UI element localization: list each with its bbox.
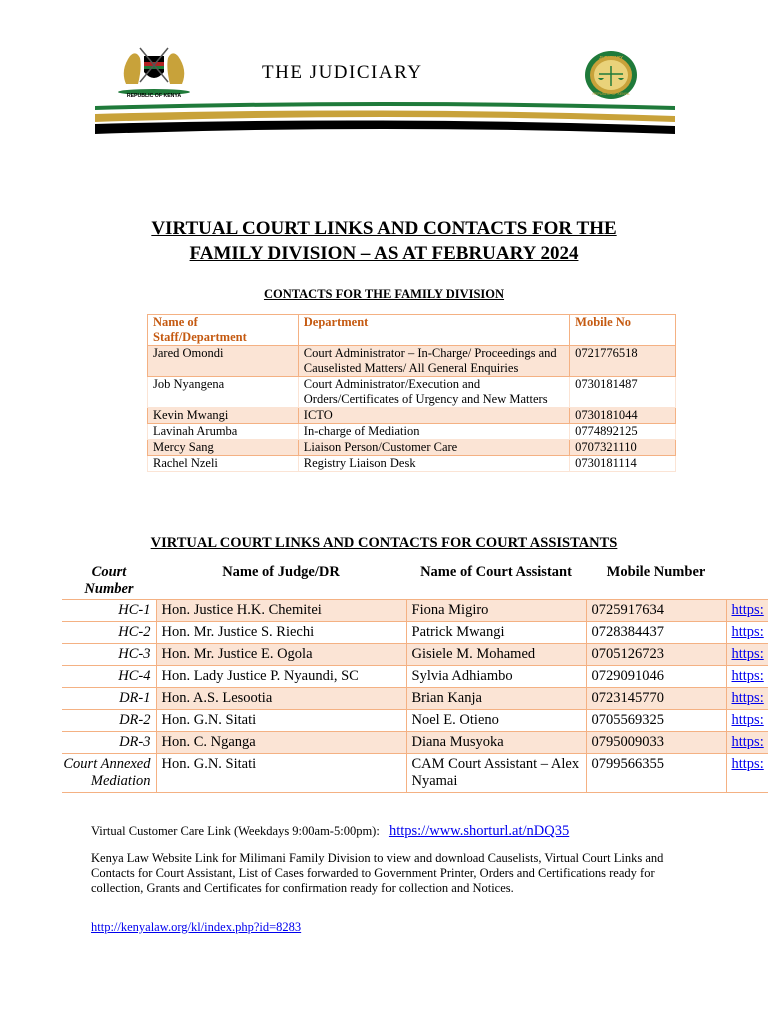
table-row — [148, 377, 676, 408]
table-row — [62, 710, 768, 732]
virtual-court-link[interactable]: https: — [731, 690, 764, 706]
contact-mobile: 0730181044 — [570, 408, 676, 424]
contacts-header-mobile: Mobile No — [570, 315, 676, 346]
assistant-mobile: 0725917634 — [586, 600, 726, 622]
kenya-coat-of-arms-icon — [112, 42, 196, 98]
table-row — [148, 424, 676, 440]
contact-department: Court Administrator/Execution and Orders/Certificates of Urgency and New Matters — [298, 377, 569, 408]
virtual-court-link[interactable]: https: — [731, 734, 764, 750]
judge-name: Hon. A.S. Lesootia — [156, 688, 406, 710]
assistant-name: Sylvia Adhiambo — [406, 666, 586, 688]
assistant-name: Brian Kanja — [406, 688, 586, 710]
ca-header-judge: Name of Judge/DR — [156, 562, 406, 600]
assistant-name: Patrick Mwangi — [406, 622, 586, 644]
contact-mobile: 0721776518 — [570, 346, 676, 377]
virtual-court-link[interactable]: https: — [731, 646, 764, 662]
contact-mobile: 0730181487 — [570, 377, 676, 408]
table-row — [62, 732, 768, 754]
judge-name: Hon. Mr. Justice S. Riechi — [156, 622, 406, 644]
assistant-name: Noel E. Otieno — [406, 710, 586, 732]
table-row — [148, 346, 676, 377]
table-row — [148, 408, 676, 424]
customer-care-line — [91, 823, 569, 840]
court-number: DR-1 — [62, 688, 156, 710]
judge-name: Hon. G.N. Sitati — [156, 754, 406, 793]
table-row — [62, 600, 768, 622]
virtual-court-link[interactable]: https: — [731, 668, 764, 684]
judge-name: Hon. Lady Justice P. Nyaundi, SC — [156, 666, 406, 688]
contact-mobile: 0730181114 — [570, 456, 676, 472]
court-number: HC-3 — [62, 644, 156, 666]
seal-caption: JUDICIARY — [598, 55, 624, 60]
contact-name: Rachel Nzeli — [148, 456, 299, 472]
judge-name: Hon. G.N. Sitati — [156, 710, 406, 732]
coat-caption: REPUBLIC OF KENYA — [126, 93, 182, 98]
assistant-name: Fiona Migiro — [406, 600, 586, 622]
assistant-name: Gisiele M. Mohamed — [406, 644, 586, 666]
contacts-header-name: Name of Staff/Department — [148, 315, 299, 346]
title-line-1: VIRTUAL COURT LINKS AND CONTACTS FOR THE — [151, 218, 617, 239]
table-row — [148, 456, 676, 472]
court-number: HC-2 — [62, 622, 156, 644]
title-line-2: FAMILY DIVISION – AS AT FEBRUARY 2024 — [189, 243, 579, 264]
contact-name: Mercy Sang — [148, 440, 299, 456]
judge-name: Hon. Mr. Justice E. Ogola — [156, 644, 406, 666]
court-number: DR-2 — [62, 710, 156, 732]
customer-care-label: Virtual Customer Care Link (Weekdays 9:00am-5:00pm): — [91, 824, 380, 838]
virtual-court-link[interactable]: https: — [731, 624, 764, 640]
seal-motto: REPUBLIC OF KENYA — [592, 92, 630, 96]
table-row — [62, 688, 768, 710]
assistant-mobile: 0723145770 — [586, 688, 726, 710]
table-row — [62, 644, 768, 666]
contact-department: ICTO — [298, 408, 569, 424]
document-title — [60, 216, 708, 266]
table-row — [62, 622, 768, 644]
contact-mobile: 0707321110 — [570, 440, 676, 456]
virtual-court-link[interactable]: https: — [731, 602, 764, 618]
customer-care-link[interactable]: https://www.shorturl.at/nDQ35 — [388, 823, 570, 839]
table-row — [62, 666, 768, 688]
virtual-court-link[interactable]: https: — [731, 712, 764, 728]
judiciary-seal-icon — [584, 50, 638, 100]
judge-name: Hon. C. Nganga — [156, 732, 406, 754]
judge-name: Hon. Justice H.K. Chemitei — [156, 600, 406, 622]
table-row — [148, 440, 676, 456]
contact-department: Registry Liaison Desk — [298, 456, 569, 472]
contacts-table — [147, 314, 676, 472]
contacts-header-department: Department — [298, 315, 569, 346]
court-number: HC-1 — [62, 600, 156, 622]
assistant-name: CAM Court Assistant – Alex Nyamai — [406, 754, 586, 793]
kenya-law-link[interactable]: http://kenyalaw.org/kl/index.php?id=8283 — [91, 920, 302, 934]
court-number: HC-4 — [62, 666, 156, 688]
contact-department: In-charge of Mediation — [298, 424, 569, 440]
ca-header-mobile: Mobile Number — [586, 562, 726, 600]
ca-header-court-number: Court Number — [62, 562, 156, 600]
assistant-mobile: 0728384437 — [586, 622, 726, 644]
contact-name: Job Nyangena — [148, 377, 299, 408]
court-assistants-table — [62, 562, 768, 793]
assistant-mobile: 0799566355 — [586, 754, 726, 793]
contacts-heading: CONTACTS FOR THE FAMILY DIVISION — [263, 287, 505, 301]
court-number: DR-3 — [62, 732, 156, 754]
contact-name: Jared Omondi — [148, 346, 299, 377]
contact-department: Court Administrator – In-Charge/ Proceedings and Causelisted Matters/ All General Enquiries — [298, 346, 569, 377]
ca-header-link — [726, 562, 768, 600]
kenya-law-description: Kenya Law Website Link for Milimani Family Division to view and download Causelists, Virtual Court Links and Contacts for Court Assistant, List of Cases forwarded to Government Printer, Orders and Certifications ready for collection, Grants and Certificates for confirmation ready for collection and Notices. — [91, 851, 664, 895]
ca-header-assistant: Name of Court Assistant — [406, 562, 586, 600]
contact-name: Kevin Mwangi — [148, 408, 299, 424]
assistant-mobile: 0705126723 — [586, 644, 726, 666]
court-assistants-heading: VIRTUAL COURT LINKS AND CONTACTS FOR COURT ASSISTANTS — [150, 535, 618, 551]
virtual-court-link[interactable]: https: — [731, 756, 764, 772]
assistant-mobile: 0795009033 — [586, 732, 726, 754]
contact-name: Lavinah Arumba — [148, 424, 299, 440]
assistant-mobile: 0729091046 — [586, 666, 726, 688]
contact-mobile: 0774892125 — [570, 424, 676, 440]
table-row — [62, 754, 768, 793]
contact-department: Liaison Person/Customer Care — [298, 440, 569, 456]
header-title: THE JUDICIARY — [262, 62, 423, 83]
assistant-mobile: 0705569325 — [586, 710, 726, 732]
court-number: Court Annexed Mediation — [62, 754, 156, 793]
assistant-name: Diana Musyoka — [406, 732, 586, 754]
header-decorative-bands — [95, 100, 675, 140]
